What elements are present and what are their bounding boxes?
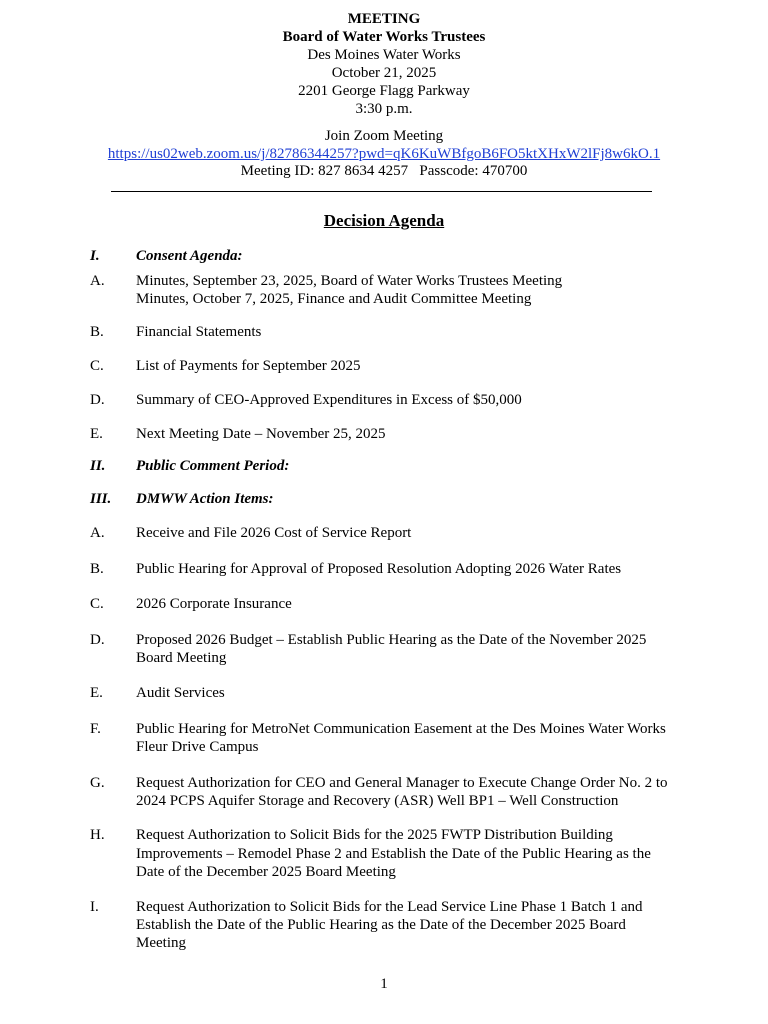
agenda-heading: Decision Agenda	[323, 211, 445, 230]
item-letter: D.	[90, 392, 105, 408]
item-letter: G.	[90, 775, 105, 791]
item-text: Minutes, October 7, 2025, Finance and Audit Committee Meeting	[136, 291, 532, 307]
meeting-date: October 21, 2025	[331, 65, 437, 81]
item-letter: F.	[90, 721, 101, 737]
section-title: DMWW Action Items:	[136, 491, 274, 507]
item-letter: B.	[90, 324, 104, 340]
item-letter: B.	[90, 561, 104, 577]
section-number: I.	[90, 248, 100, 264]
item-letter: E.	[90, 685, 103, 701]
item-letter: C.	[90, 596, 104, 612]
organization-name: Des Moines Water Works	[307, 47, 461, 63]
item-text: Request Authorization to Solicit Bids for the Lead Service Line Phase 1 Batch 1 and	[136, 899, 643, 915]
item-text: Audit Services	[136, 685, 225, 701]
item-text: Meeting	[136, 935, 186, 951]
section-number: II.	[90, 458, 106, 474]
item-text: Public Hearing for MetroNet Communication Easement at the Des Moines Water Works	[136, 721, 666, 737]
item-text: Board Meeting	[136, 650, 227, 666]
item-text: Request Authorization for CEO and General Manager to Execute Change Order No. 2 to	[136, 775, 668, 791]
item-text: List of Payments for September 2025	[136, 358, 361, 374]
item-text: Date of the December 2025 Board Meeting	[136, 864, 396, 880]
board-name: Board of Water Works Trustees	[282, 29, 486, 45]
item-text: Establish the Date of the Public Hearing as the Date of the December 2025 Board	[136, 917, 626, 933]
item-letter: E.	[90, 426, 103, 442]
item-letter: A.	[90, 273, 105, 289]
section-number: III.	[90, 491, 112, 507]
page-number: 1	[380, 976, 388, 992]
item-text: Improvements – Remodel Phase 2 and Establish the Date of the Public Hearing as the	[136, 846, 651, 862]
item-text: 2026 Corporate Insurance	[136, 596, 292, 612]
item-text: Public Hearing for Approval of Proposed Resolution Adopting 2026 Water Rates	[136, 561, 622, 577]
zoom-link[interactable]: https://us02web.zoom.us/j/82786344257?pwd=qK6KuWBfgoB6FO5ktXHxW2lFj8w6kO.1	[107, 146, 661, 162]
item-text: Financial Statements	[136, 324, 262, 340]
item-text: Receive and File 2026 Cost of Service Report	[136, 525, 412, 541]
item-text: Summary of CEO-Approved Expenditures in Excess of $50,000	[136, 392, 522, 408]
meeting-title: MEETING	[347, 11, 421, 27]
item-letter: D.	[90, 632, 105, 648]
meeting-time: 3:30 p.m.	[355, 101, 413, 117]
item-text: Proposed 2026 Budget – Establish Public Hearing as the Date of the November 2025	[136, 632, 647, 648]
item-text: Fleur Drive Campus	[136, 739, 259, 755]
item-text: Request Authorization to Solicit Bids for the 2025 FWTP Distribution Building	[136, 827, 613, 843]
meeting-id: Meeting ID: 827 8634 4257 Passcode: 470700	[240, 163, 528, 179]
meeting-address: 2201 George Flagg Parkway	[298, 83, 470, 99]
item-letter: I.	[90, 899, 99, 915]
item-letter: H.	[90, 827, 105, 843]
zoom-label: Join Zoom Meeting	[324, 128, 444, 144]
section-title: Consent Agenda:	[136, 248, 243, 264]
item-letter: C.	[90, 358, 104, 374]
section-title: Public Comment Period:	[136, 458, 290, 474]
item-text: 2024 PCPS Aquifer Storage and Recovery (ASR) Well BP1 – Well Construction	[136, 793, 619, 809]
item-letter: A.	[90, 525, 105, 541]
item-text: Minutes, September 23, 2025, Board of Water Works Trustees Meeting	[136, 273, 563, 289]
item-text: Next Meeting Date – November 25, 2025	[136, 426, 386, 442]
header-divider	[111, 191, 652, 192]
zoom-link-line	[0, 145, 768, 163]
